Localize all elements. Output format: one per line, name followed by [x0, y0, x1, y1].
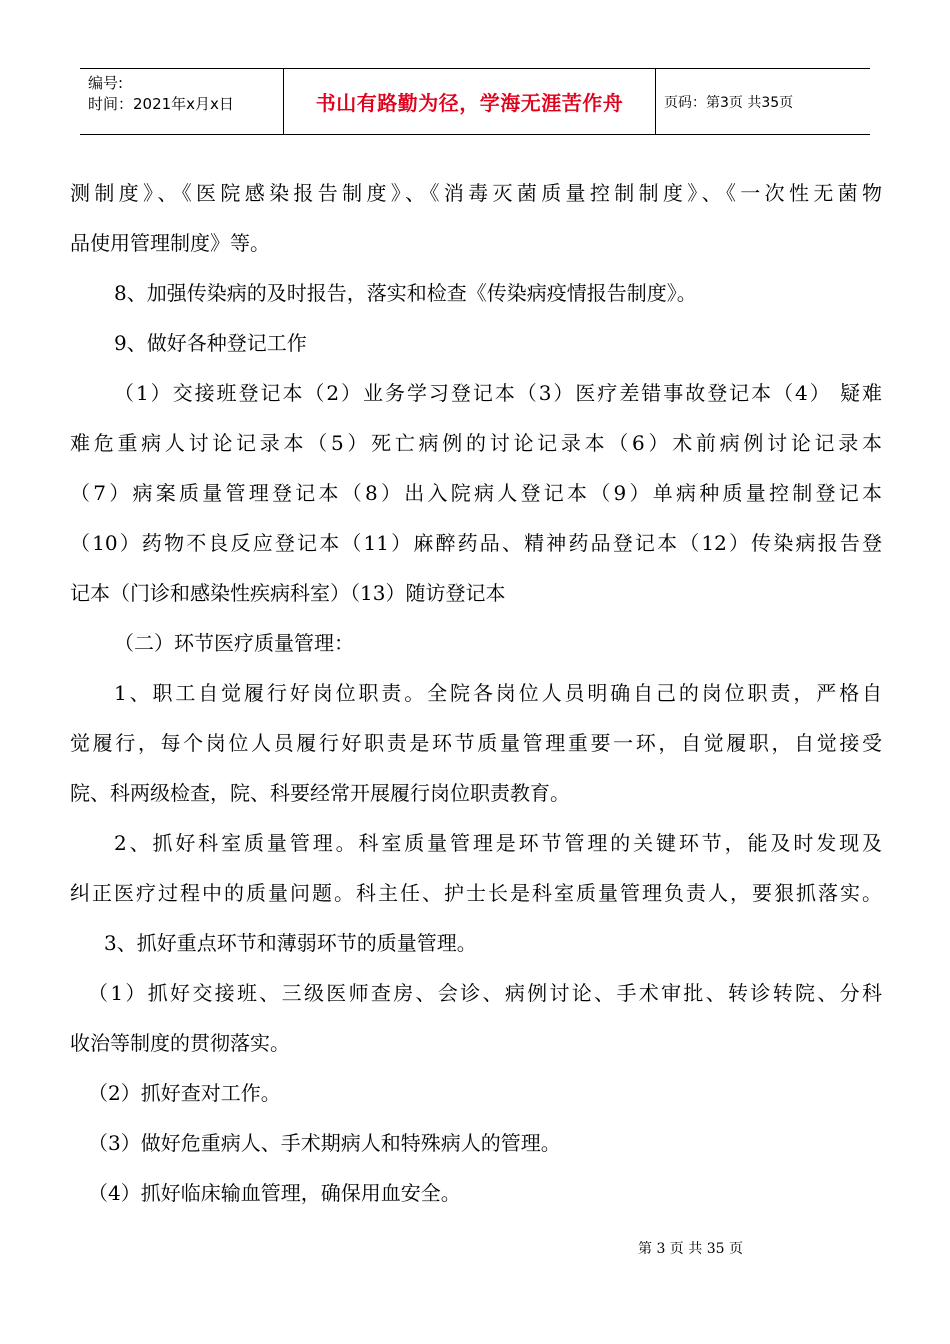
document-header [80, 68, 870, 135]
body-line: 3、抓好重点环节和薄弱环节的质量管理。 [104, 931, 477, 955]
body-line: 收治等制度的贯彻落实。 [70, 1031, 290, 1055]
body-line: （7）病案质量管理登记本（8）出入院病人登记本（9）单病种质量控制登记本 [70, 481, 882, 505]
section-heading: （二）环节医疗质量管理： [114, 631, 354, 655]
body-line: 9、做好各种登记工作 [114, 331, 307, 355]
body-line: （1）抓好交接班、三级医师查房、会诊、病例讨论、手术审批、转诊转院、分科 [88, 981, 882, 1005]
body-line: 院、科两级检查，院、科要经常开展履行岗位职责教育。 [70, 781, 570, 805]
body-line: 纠正医疗过程中的质量问题。科主任、护士长是科室质量管理负责人，要狠抓落实。 [70, 881, 882, 905]
body-line: （3）做好危重病人、手术期病人和特殊病人的管理。 [88, 1131, 561, 1155]
header-page-cell [656, 69, 870, 134]
document-time-label: 时间：2021年x月x日 [88, 95, 234, 113]
document-number-label: 编号: [88, 74, 124, 92]
header-meta [80, 69, 284, 134]
body-line: （1）交接班登记本（2）业务学习登记本（3）医疗差错事故登记本（4） 疑难 [114, 381, 882, 405]
header-page-number: 页码：第3页 共35页 [664, 94, 794, 111]
body-line: 8、加强传染病的及时报告，落实和检查《传染病疫情报告制度》。 [114, 281, 697, 305]
body-line: 2、抓好科室质量管理。科室质量管理是环节管理的关键环节，能及时发现及 [114, 831, 882, 855]
page-footer: 第 3 页 共 35 页 [638, 1241, 743, 1257]
header-motto-cell [284, 69, 656, 134]
body-line: 1、职工自觉履行好岗位职责。全院各岗位人员明确自己的岗位职责，严格自 [114, 681, 882, 705]
body-line: （2）抓好查对工作。 [88, 1081, 281, 1105]
header-motto: 书山有路勤为径，学海无涯苦作舟 [315, 91, 624, 115]
body-line: （10）药物不良反应登记本（11）麻醉药品、精神药品登记本（12）传染病报告登 [70, 531, 882, 555]
body-line: 难危重病人讨论记录本（5）死亡病例的讨论记录本（6）术前病例讨论记录本 [70, 431, 882, 455]
body-line: 测制度》、《医院感染报告制度》、《消毒灭菌质量控制制度》、《一次性无菌物 [70, 181, 882, 205]
body-line: 觉履行，每个岗位人员履行好职责是环节质量管理重要一环，自觉履职，自觉接受 [70, 731, 882, 755]
body-line: 记本（门诊和感染性疾病科室）（13）随访登记本 [70, 581, 506, 605]
body-line: 品使用管理制度》等。 [70, 231, 270, 255]
body-line: （4）抓好临床输血管理，确保用血安全。 [88, 1181, 461, 1205]
